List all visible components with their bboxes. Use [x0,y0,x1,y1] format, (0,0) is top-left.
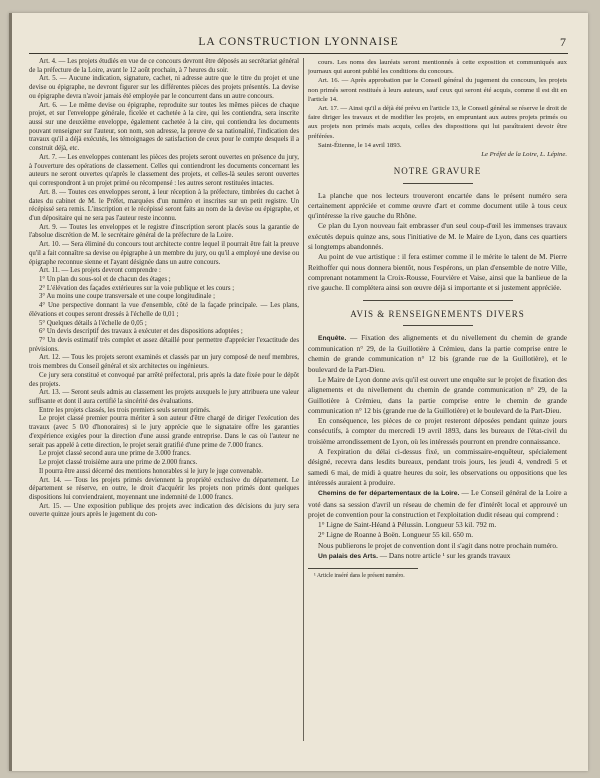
article-paragraph: Art. 11. — Les projets devront comprendre : [39,267,161,275]
article-paragraph: Le Maire de Lyon donne avis qu'il est ouvert une enquête sur le projet de fixation des alignements et du nivellement du chemin de grande communication n° 29, de la Guillotière à Crémieu, dans la partie comprise entre le chemin de grande communication n° 12 bis (grande rue de la Guillotière) et le boulevard de la Part-Dieu. [308,374,567,415]
signature-name: Le Préfet de la Loire, L. Lépine. [481,151,567,159]
section-separator [363,300,513,301]
left-column [29,58,299,520]
chemins-label: Chemins de fer départementaux de la Loire. [318,490,460,498]
article-paragraph: 4° Une perspective donnant la vue d'ensemble, côté de la façade principale. — Les plans, élévations et coupes seront dressés à l'échelle de 0,01 ; [29,302,299,318]
article-paragraph: Art. 12. — Tous les projets seront examinés et classés par un jury composé de neuf membres, trois membres du Conseil général et six architectes ou ingénieurs. [29,354,299,371]
article-paragraph: Art. 4. — Les projets étudiés en vue de ce concours devront être déposés au secrétariat général de la préfecture de la Loire, avant le 12 août prochain, à 7 heures du soir. [29,58,299,74]
article-paragraph: 6° Un devis descriptif des travaux à exécuter et des dispositions adoptées ; [39,328,243,336]
article-paragraph: Art. 5. — Aucune indication, signature, cachet, ni adresse autre que le titre du projet et une devise ou épigraphe, ne devront figurer sur les différentes pièces des projets présentés. La devise ou épigraphe devra n'avoir jamais été employée par le concurrent dans un autre concours. [29,75,299,100]
article-paragraph: Art. 10. — Sera éliminé du concours tout architecte contre lequel il pourrait être fait la preuve qu'il a fait connaître sa devise ou épigraphe à un membre du jury, ou qu'il a employé une devise ou épigraphe reconnue sienne et l'ayant désignée dans un autre concours. [29,241,299,266]
article-paragraph: Le projet classé second aura une prime de 3.000 francs. [39,450,191,458]
article-paragraph: Le projet classé premier pourra mériter à son auteur d'être chargé de diriger l'exécution des travaux (avec 5 0/0 d'honoraires) si le jury apprécie que le signataire offre les garanties d'expérience exigées pour la direction d'une aussi grande entreprise. Dans le cas où l'auteur ne serait pas appelé à cette direction, le projet serait gratifié d'une prime de 7.000 francs. [29,415,299,449]
article-paragraph: Enquête. — Fixation des alignements et du nivellement du chemin de grande communication n° 29, de la Guillotière à Crémieu, dans la partie comprise entre le chemin de grande communication n° 12 bis (grande rue de la Guillotière), et le boulevard de la Part-Dieu. [308,332,567,374]
article-paragraph: Entre les projets classés, les trois premiers seuls seront primés. [39,406,211,414]
article-paragraph: Ce plan du Lyon nouveau fait embrasser d'un seul coup-d'œil les immenses travaux exécutés depuis quinze ans, sous l'initiative de M. le Maire de Lyon, dans ces quartiers si longtemps abandonnés. [308,221,567,252]
article-paragraph: 1° Un plan du sous-sol et de chacun des étages ; [39,275,171,283]
article-paragraph: Le projet classé troisième aura une prime de 2.000 francs. [39,459,198,467]
article-paragraph: 7° Un devis estimatif très complet et assez détaillé pour permettre d'apprécier l'exactitude des prévisions. [29,337,299,353]
article-paragraph: Il pourra être aussi décerné des mentions honorables si le jury le juge convenable. [39,467,263,475]
section-title-avis: AVIS & RENSEIGNEMENTS DIVERS [350,308,525,319]
continuation-paragraph: Art. 17. — Ainsi qu'il a déjà été prévu en l'article 13, le Conseil général se réserve le droit de faire diriger les travaux et de modifier les projets, en empruntant aux autres projets primés ou aux projets non primés mais acquis, celles des dispositions qui lui paraîtraient devoir être préférées. [308,105,567,140]
column-divider [303,58,304,741]
section-title-notre-gravure: NOTRE GRAVURE [393,166,482,177]
header-rule [29,53,568,54]
enquete-label: Enquête. [318,334,347,342]
page-number: 7 [560,35,566,49]
article-paragraph: 3° Au moins une coupe transversale et une coupe longitudinale ; [39,293,216,301]
article-paragraph: 5° Quelques détails à l'échelle de 0,05 ; [39,319,147,327]
article-paragraph: Art. 14. — Tous les projets primés deviennent la propriété exclusive du département. Le département se réserve, en outre, le droit d'acquérir les projets non primés dont quelques dispositions lui conviendraient, moyennant une indemnité de 1.000 francs. [29,476,299,501]
article-paragraph: Art. 9. — Toutes les enveloppes et le registre d'inscription seront placés sous la garantie de l'absolue discrétion de M. le secrétaire général de la préfecture de la Loire. [29,223,299,240]
line-item: 2° Ligne de Roanne à Boën. Longueur 55 kil. 650 m. [318,530,474,540]
section-rule [403,183,473,184]
article-paragraph: Chemins de fer départementaux de la Loire. — Le Conseil général de la Loire a voté dans sa session d'avril un réseau de chemin de fer d'intérêt local et approuvé un projet de convention pour la construction et l'exploitation dudit réseau qui comprend : [308,488,567,519]
article-paragraph: Ce jury sera constitué et convoqué par arrêté préfectoral, pris après la date fixée pour le dépôt des projets. [29,371,299,388]
article-paragraph: A l'expiration du délai ci-dessus fixé, un commissaire-enquêteur, spécialement désigné, recevra dans lesdits bureaux, pendant trois jours, les jeudi 4, vendredi 5 et samedi 6 mai, de midi à quatre heures du soir, les observations ou oppositions que les intéressés auraient à produire. [308,447,567,487]
footnote: ¹ Article inséré dans le présent numéro. [314,573,405,580]
article-paragraph: En conséquence, les pièces de ce projet resteront déposées pendant quinze jours consécutifs, à compter du mercredi 19 avril 1893, dans les bureaux de l'état-civil du troisième arrondissement de Lyon, où les intéressés pourront en prendre connaissance. [308,416,567,446]
footnote-rule [308,568,418,569]
article-paragraph: Art. 6. — Le même devise ou épigraphe, reproduite sur toutes les mêmes pièces de chaque projet, et sur l'enveloppe générale, ficelée et cachetée à la cire, qui les contiendra, sera inscrite aussi sur une deuxième enveloppe, également cachetée à la cire, qui contiendra les documents pouvant renseigner sur l'auteur, son nom, son adresse, la preuve de sa nationalité, l'indication des travaux qu'il a déjà exécutés, les témoignages de satisfaction de ceux pour le compte desquels il a construit déjà, etc. [29,101,299,153]
section-rule [403,325,473,326]
newspaper-page [9,13,588,771]
continuation-paragraph: Art. 16. — Après approbation par le Conseil général du jugement du concours, les projets non primés seront restitués à leurs auteurs, sauf ceux qui seront été acquis, comme il est dit en l'article 14. [308,77,567,103]
article-paragraph: La planche que nos lecteurs trouveront encartée dans le présent numéro sera certainement appréciée et comme œuvre d'art et comme document utile à tous ceux qu'intéresse la rive gauche du Rhône. [308,190,567,221]
article-paragraph: Art. 15. — Une exposition publique des projets avec indication des décisions du jury sera ouverte quinze jours après le jugement du con- [29,502,299,519]
right-column [308,58,567,580]
article-paragraph: 2° L'élévation des façades extérieures sur la voie publique et les cours ; [39,284,235,292]
article-paragraph: Art. 8. — Toutes ces enveloppes seront, à leur réception à la préfecture, timbrées du cachet à dates du cabinet de M. le Préfet, marquées d'un numéro et inscrites sur un petit registre. Un récépissé sera remis. L'inscription et le récépissé seront faits au nom de la devise ou épigraphe, et d'un dépositaire qui ne sera pas l'auteur reste inconnu. [29,188,299,222]
article-paragraph: Art. 13. — Seront seuls admis au classement les projets auxquels le jury attribuera une valeur suffisante et dont il aura certifié la sincérité des évaluations. [29,389,299,406]
page-header [29,35,568,53]
running-title: LA CONSTRUCTION LYONNAISE [198,35,399,48]
signature-date: Saint-Étienne, le 14 avril 1893. [318,141,402,149]
article-paragraph: Au point de vue artistique : il fera estimer comme il le mérite le talent de M. Pierre Reithoffer qui nous donnera bientôt, nous l'espérons, un plan d'ensemble de notre Ville, comprenant notamment la Croix-Rousse, Fourvière et Vaise, ainsi que la banlieue de la rive gauche. Il complétera ainsi son œuvre déjà si importante et si justement appréciée. [308,252,567,293]
line-item: 1° Ligne de Saint-Héand à Pélussin. Longueur 53 kil. 792 m. [318,520,497,530]
page-binding-edge [9,13,12,771]
palais-label: Un palais des Arts. [318,553,378,561]
continuation-paragraph: cours. Les noms des lauréats seront mentionnés à cette exposition et communiqués aux journaux qui auront publié les conditions du concours. [308,59,567,76]
article-paragraph: Nous publierons le projet de convention dont il s'agit dans notre prochain numéro. [318,540,558,550]
article-paragraph: Un palais des Arts. — Dans notre article ¹ sur les grands travaux [318,551,511,561]
article-paragraph: Art. 7. — Les enveloppes contenant les pièces des projets seront ouvertes en présence du jury, à l'ouverture des opérations de classement. Celles qui contiendront les documents concernant les auteurs ne seront ouvertes qu'après le classement des projets, et celles-là seules seront ouvertes qui correspondront à un projet primé ou récompensé : les autres seront restituées intactes. [29,153,299,188]
